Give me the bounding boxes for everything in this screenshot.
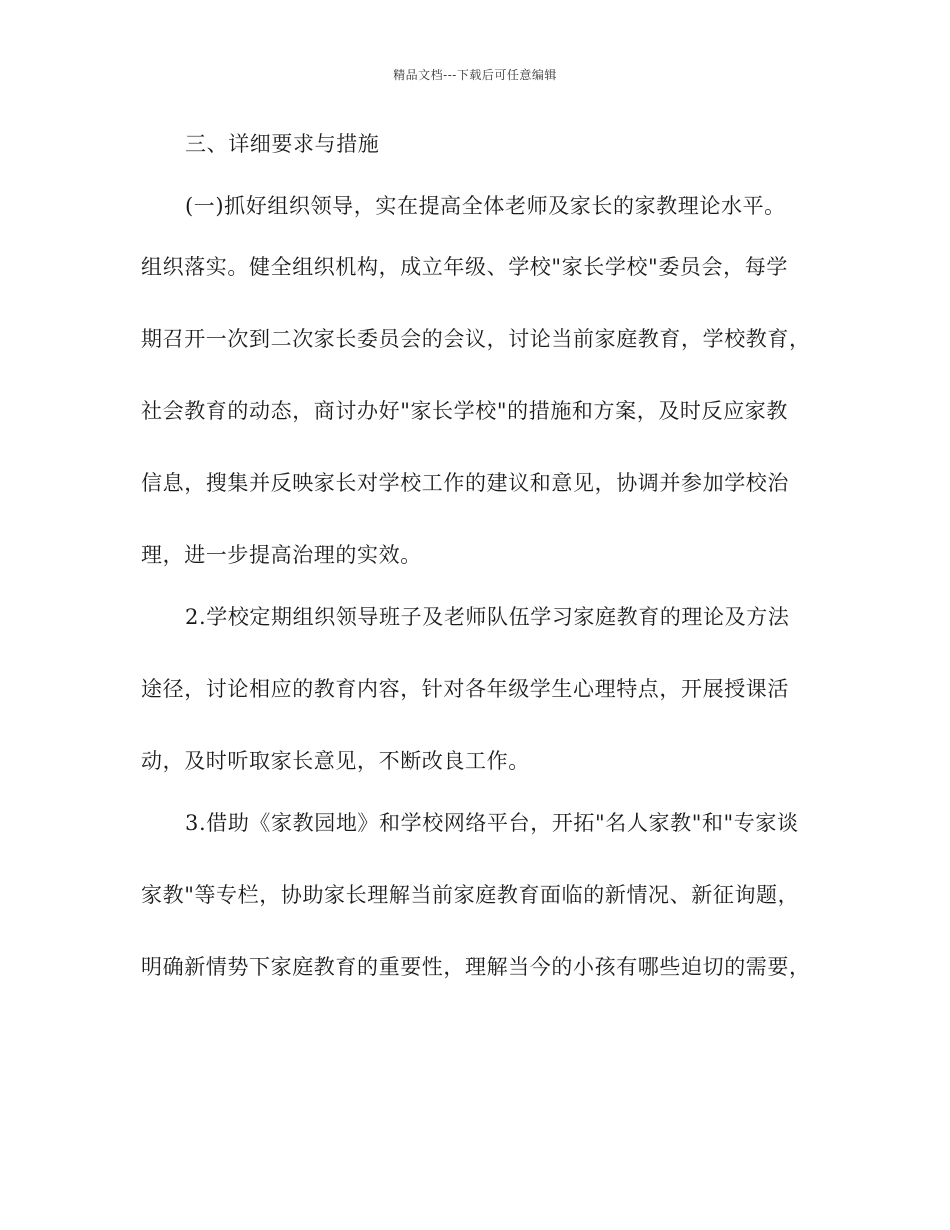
paragraph-line: 信息，搜集并反映家长对学校工作的建议和意见，协调并参加学校治 <box>141 471 789 495</box>
paragraph-line: 动，及时听取家长意见，不断改良工作。 <box>141 749 530 773</box>
paragraph-line: 期召开一次到二次家长委员会的会议，讨论当前家庭教育，学校教育， <box>141 327 811 351</box>
paragraph-line: 途径，讨论相应的教育内容，针对各年级学生心理特点，开展授课活 <box>141 677 789 701</box>
paragraph-line: 2.学校定期组织领导班子及老师队伍学习家庭教育的理论及方法 <box>185 605 790 629</box>
paragraph-line: 家教"等专栏，协助家长理解当前家庭教育面临的新情况、新征询题， <box>141 883 800 907</box>
paragraph-line: 社会教育的动态，商讨办好"家长学校"的措施和方案，及时反应家教 <box>141 399 788 423</box>
paragraph-line: 明确新情势下家庭教育的重要性，理解当今的小孩有哪些迫切的需要， <box>141 955 811 979</box>
paragraph-line: 组织落实。健全组织机构，成立年级、学校"家长学校"委员会，每学 <box>141 255 788 279</box>
paragraph-line: (一)抓好组织领导，实在提高全体老师及家长的家教理论水平。 <box>185 194 786 218</box>
paragraph-line: 理，进一步提高治理的实效。 <box>141 543 422 567</box>
page-header: 精品文档---下载后可任意编辑 <box>393 68 557 82</box>
paragraph-line: 3.借助《家教园地》和学校网络平台，开拓"名人家教"和"专家谈 <box>185 811 799 835</box>
section-heading: 三、详细要求与措施 <box>185 132 380 156</box>
